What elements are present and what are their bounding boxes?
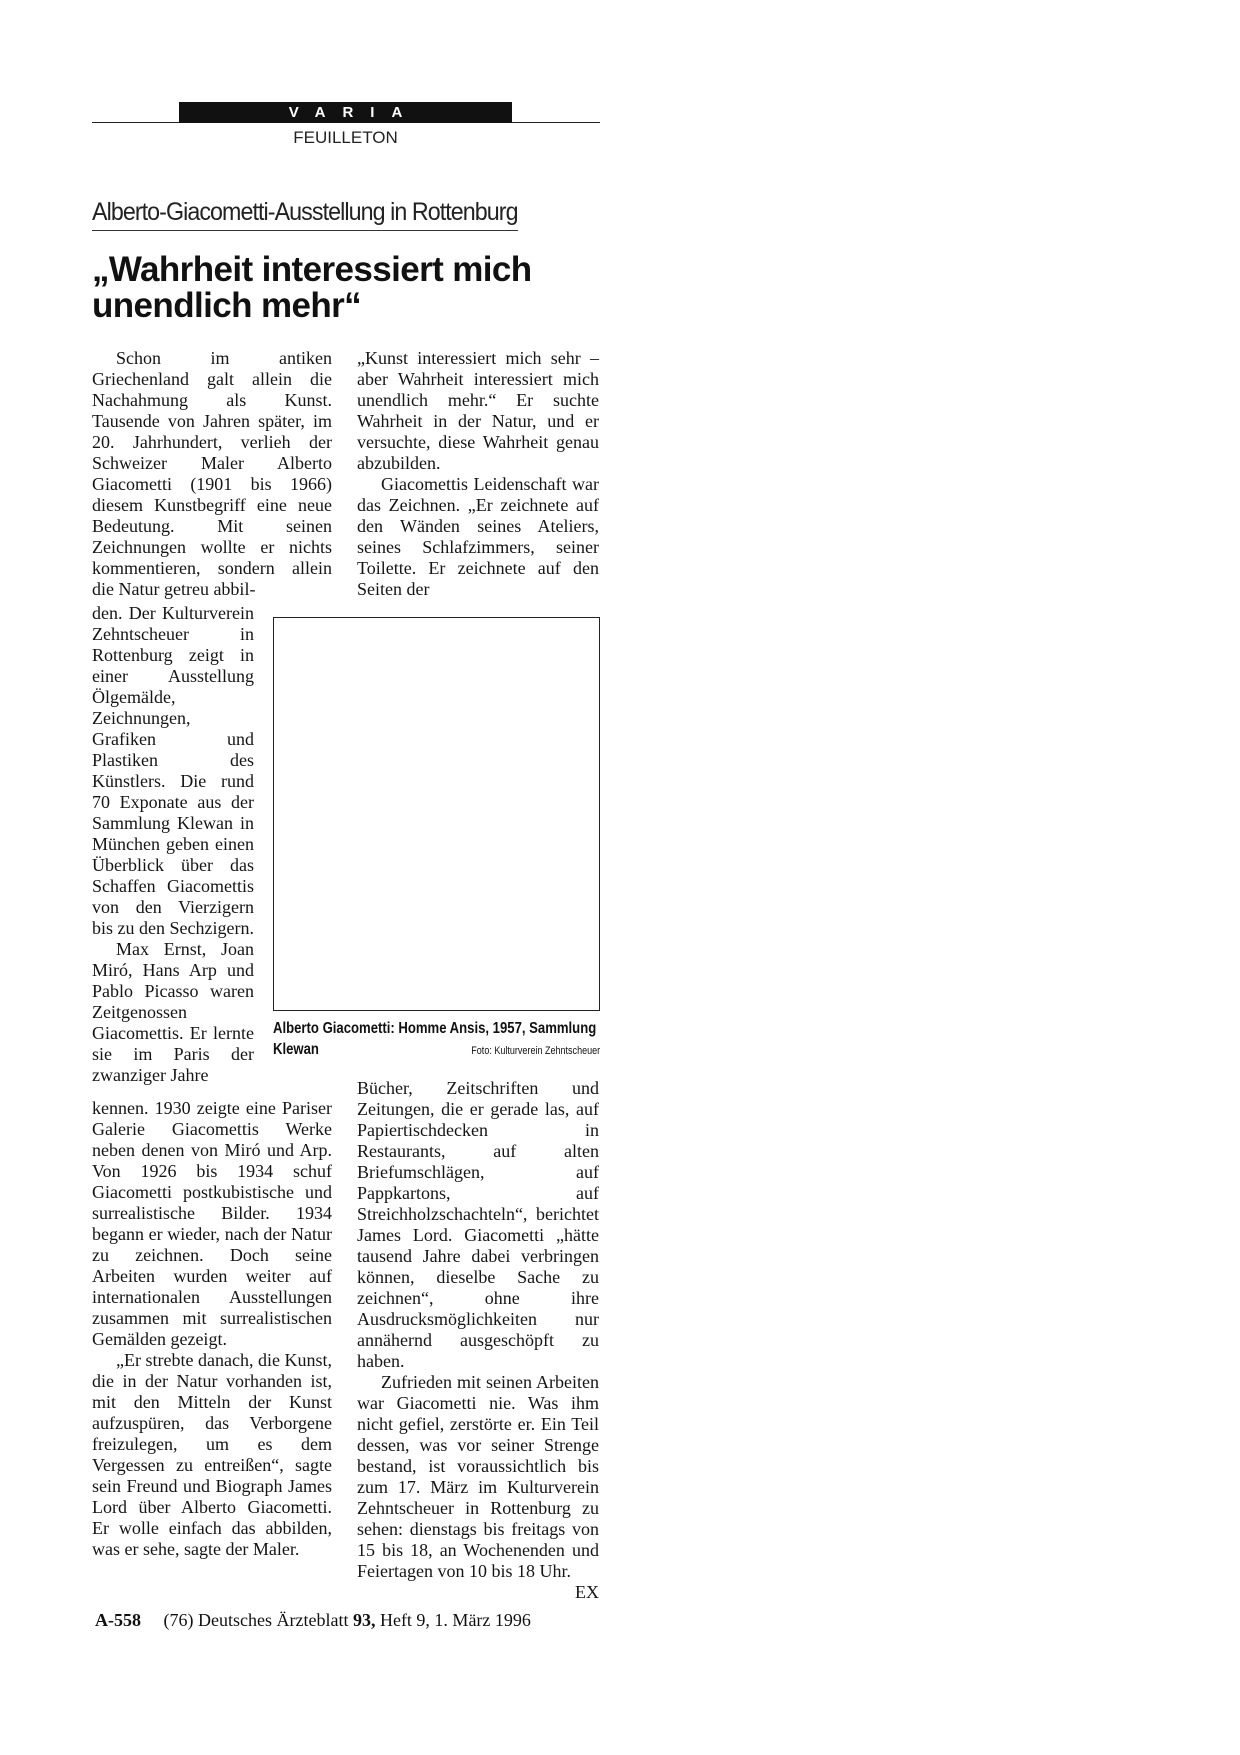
paragraph: Giacomettis Leidenschaft war das Zeichnen. „Er zeichnete auf den Wänden seines Ateliers, seines Schlafzimmers, seiner Toilette. Er zeichnete auf den Seiten der (357, 474, 599, 599)
paragraph: „Er strebte danach, die Kunst, die in der Natur vorhanden ist, mit den Mitteln der Kunst aufzuspüren, das Verborgene freizulegen, um es dem Vergessen zu entreißen“, sagte sein Freund und Biograph James Lord über Alberto Giacometti. Er wolle einfach das abbilden, was er sehe, sagte der Maler. (92, 1350, 332, 1559)
journal-volume: 93, (352, 1610, 376, 1630)
paragraph: den. Der Kulturverein Zehntscheuer in Rottenburg zeigt in einer Ausstellung Ölgemälde, Zeichnungen, Grafiken und Plastiken des Künstlers. Die rund 70 Exponate aus der Sammlung Klewan in München geben einen Überblick über das Schaffen Giacomettis von den Vierzigern bis zu den Sechzigern. (92, 603, 254, 938)
right-column-top (357, 348, 599, 600)
left-column-bottom (92, 1098, 332, 1560)
paragraph: Bücher, Zeitschriften und Zeitungen, die er gerade las, auf Papiertischdecken in Restaurants, auf alten Briefumschlägen, auf Pappkartons, auf Streichholzschachteln“, berichtet James Lord. Giacometti „hätte tausend Jahre dabei verbringen können, dieselbe Sache zu zeichnen“, ohne ihre Ausdrucksmöglichkeiten nur annähernd ausgeschöpft zu haben. (357, 1078, 599, 1371)
right-column-bottom (357, 1078, 599, 1603)
paragraph-text: Zufrieden mit seinen Arbeiten war Giacometti nie. Was ihm nicht gefiel, zerstörte er. Ein Teil dessen, was vor seiner Strenge bestand, ist voraussichtlich bis zum 17. März im Kulturverein Zehntscheuer in Rottenburg zu sehen: dienstags bis freitags von 15 bis 18, an Wochenenden und Feiertagen von 10 bis 18 Uhr. (357, 1372, 599, 1581)
paragraph: kennen. 1930 zeigte eine Pariser Galerie Giacomettis Werke neben denen von Miró und Arp. Von 1926 bis 1934 schuf Giacometti postkubistische und surrealistische Bilder. 1934 begann er wieder, nach der Natur zu zeichnen. Doch seine Arbeiten wurden weiter auf internationalen Ausstellungen zusammen mit surrealistischen Gemälden gezeigt. (92, 1098, 332, 1349)
paragraph (357, 1372, 599, 1602)
caption-text-continued: Klewan (273, 1041, 319, 1058)
paragraph: „Kunst interessiert mich sehr – aber Wahrheit interessiert mich unendlich mehr.“ Er suchte Wahrheit in der Natur, und er versuchte, diese Wahrheit genau abzubilden. (357, 348, 599, 473)
artwork-image-placeholder (273, 617, 600, 1011)
paragraph: Max Ernst, Joan Miró, Hans Arp und Pablo Picasso waren Zeitgenossen Giacomettis. Er lernte sie im Paris der zwanziger Jahre (92, 939, 254, 1085)
left-column-narrow (92, 603, 254, 1086)
journal-name: Deutsches Ärzteblatt (198, 1610, 349, 1630)
page-number: A-558 (95, 1610, 141, 1630)
subsection-label: FEUILLETON (293, 128, 398, 147)
photo-credit: Foto: Kulturverein Zehntscheuer (471, 1045, 600, 1057)
figure-caption (273, 1018, 600, 1062)
page-footer (95, 1610, 531, 1631)
section-label: VARIA (179, 102, 512, 123)
journal-page-number: (76) (163, 1610, 194, 1630)
headline-line-2: unendlich mehr“ (92, 286, 362, 325)
paragraph: Schon im antiken Griechenland galt allein die Nachahmung als Kunst. Tausende von Jahren später, im 20. Jahrhundert, verlieh der Schweizer Maler Alberto Giacometti (1901 bis 1966) diesem Kunstbegriff eine neue Bedeutung. Mit seinen Zeichnungen wollte er nichts kommentieren, sondern allein die Natur getreu abbil- (92, 348, 332, 599)
article-kicker: Alberto-Giacometti-Ausstellung in Rottenburg (92, 198, 518, 231)
journal-issue: Heft 9, 1. März 1996 (379, 1610, 531, 1630)
left-column-top (92, 348, 332, 600)
caption-text: Alberto Giacometti: Homme Ansis, 1957, Sammlung (273, 1020, 597, 1037)
article-headline (92, 252, 632, 324)
headline-line-1: „Wahrheit interessiert mich (92, 250, 532, 289)
author-initials: EX (575, 1582, 599, 1602)
